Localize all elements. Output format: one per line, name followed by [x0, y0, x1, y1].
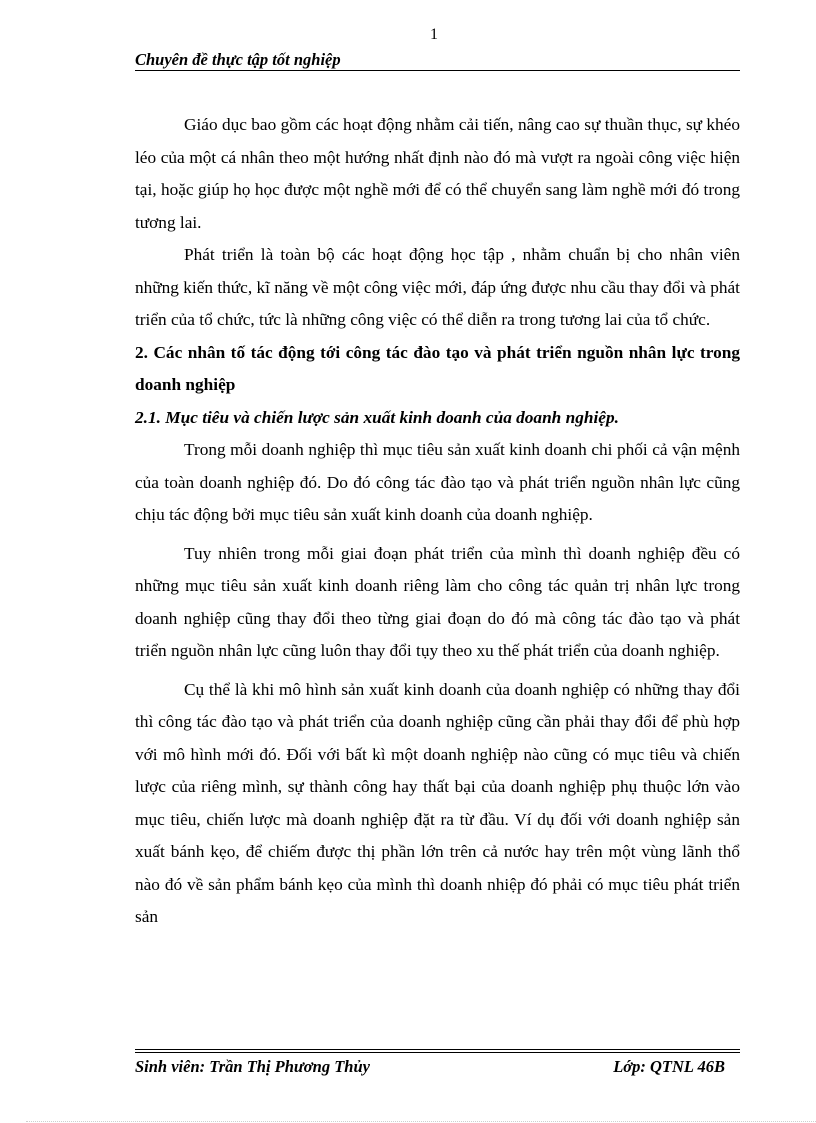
page-edge-line: [26, 1121, 816, 1122]
page-number: 1: [430, 26, 438, 43]
paragraph-stages: Tuy nhiên trong mỗi giai đoạn phát triển của mình thì doanh nghiệp đều có những mục tiêu sản xuất kinh doanh riêng làm cho công tác quản trị nhân lực trong doanh nghiệp cũng thay đổi theo từng giai đoạn do đó mà công tác đào tạo và phát triển nguồn nhân lực cũng luôn thay đổi tụy theo xu thế phát triển của doanh nghiệp.: [135, 543, 740, 660]
section-heading-factors: 2. Các nhân tố tác động tới công tác đào tạo và phát triển nguồn nhân lực trong doanh nghiệp: [135, 342, 740, 394]
paragraph-education: Giáo dục bao gồm các hoạt động nhằm cải tiến, nâng cao sự thuần thục, sự khéo léo của một cá nhân theo một hướng nhất định nào đó mà vượt ra ngoài công việc hiện tại, hoặc giúp họ học được một nghề mới để có thể chuyển sang làm nghề mới đó trong tương lai.: [135, 115, 740, 232]
paragraph-model-change: Cụ thể là khi mô hình sản xuất kinh doanh của doanh nghiệp có những thay đổi thì công tác đào tạo và phát triển của doanh nghiệp cũng cần phải thay đổi để phù hợp với mô hình mới đó. Đối với bất kì một doanh nghiệp nào cũng có mục tiêu và chiến lược của riêng mình, sự thành công hay thất bại của doanh nghiệp phụ thuộc lớn vào mục tiêu, chiến lược mà doanh nghiệp đặt ra từ đầu. Ví dụ đối với doanh nghiệp sản xuất bánh kẹo, để chiếm được thị phần lớn trên cả nước hay trên một vùng lãnh thổ nào đó về sản phẩm bánh kẹo của mình thì doanh nhiệp đó phải có mục tiêu phát triển sản: [135, 679, 740, 926]
subsection-heading-goals-strategy: 2.1. Mục tiêu và chiến lược sản xuất kinh doanh của doanh nghiệp.: [135, 407, 619, 427]
document-body: [135, 109, 740, 934]
paragraph-business-goals: Trong mỗi doanh nghiệp thì mục tiêu sản xuất kinh doanh chi phối cả vận mệnh của toàn doanh nghiệp đó. Do đó công tác đào tạo và phát triển nguồn nhân lực cũng chịu tác động bởi mục tiêu sản xuất kinh doanh của doanh nghiệp.: [135, 440, 740, 524]
paragraph-development: Phát triển là toàn bộ các hoạt động học tập , nhằm chuẩn bị cho nhân viên những kiến thức, kĩ năng về một công việc mới, đáp ứng được nhu cầu thay đổi và phát triển của tổ chức, tức là những công việc có thể diễn ra trong tương lai của tổ chức.: [135, 245, 740, 329]
footer-rule: [135, 1049, 740, 1053]
header-rule: [135, 70, 740, 71]
footer: [135, 1057, 725, 1077]
footer-class: Lớp: QTNL 46B: [613, 1057, 725, 1076]
footer-student-name: Sinh viên: Trần Thị Phương Thủy: [135, 1057, 370, 1076]
header-title: Chuyên đề thực tập tốt nghiệp: [135, 50, 341, 69]
